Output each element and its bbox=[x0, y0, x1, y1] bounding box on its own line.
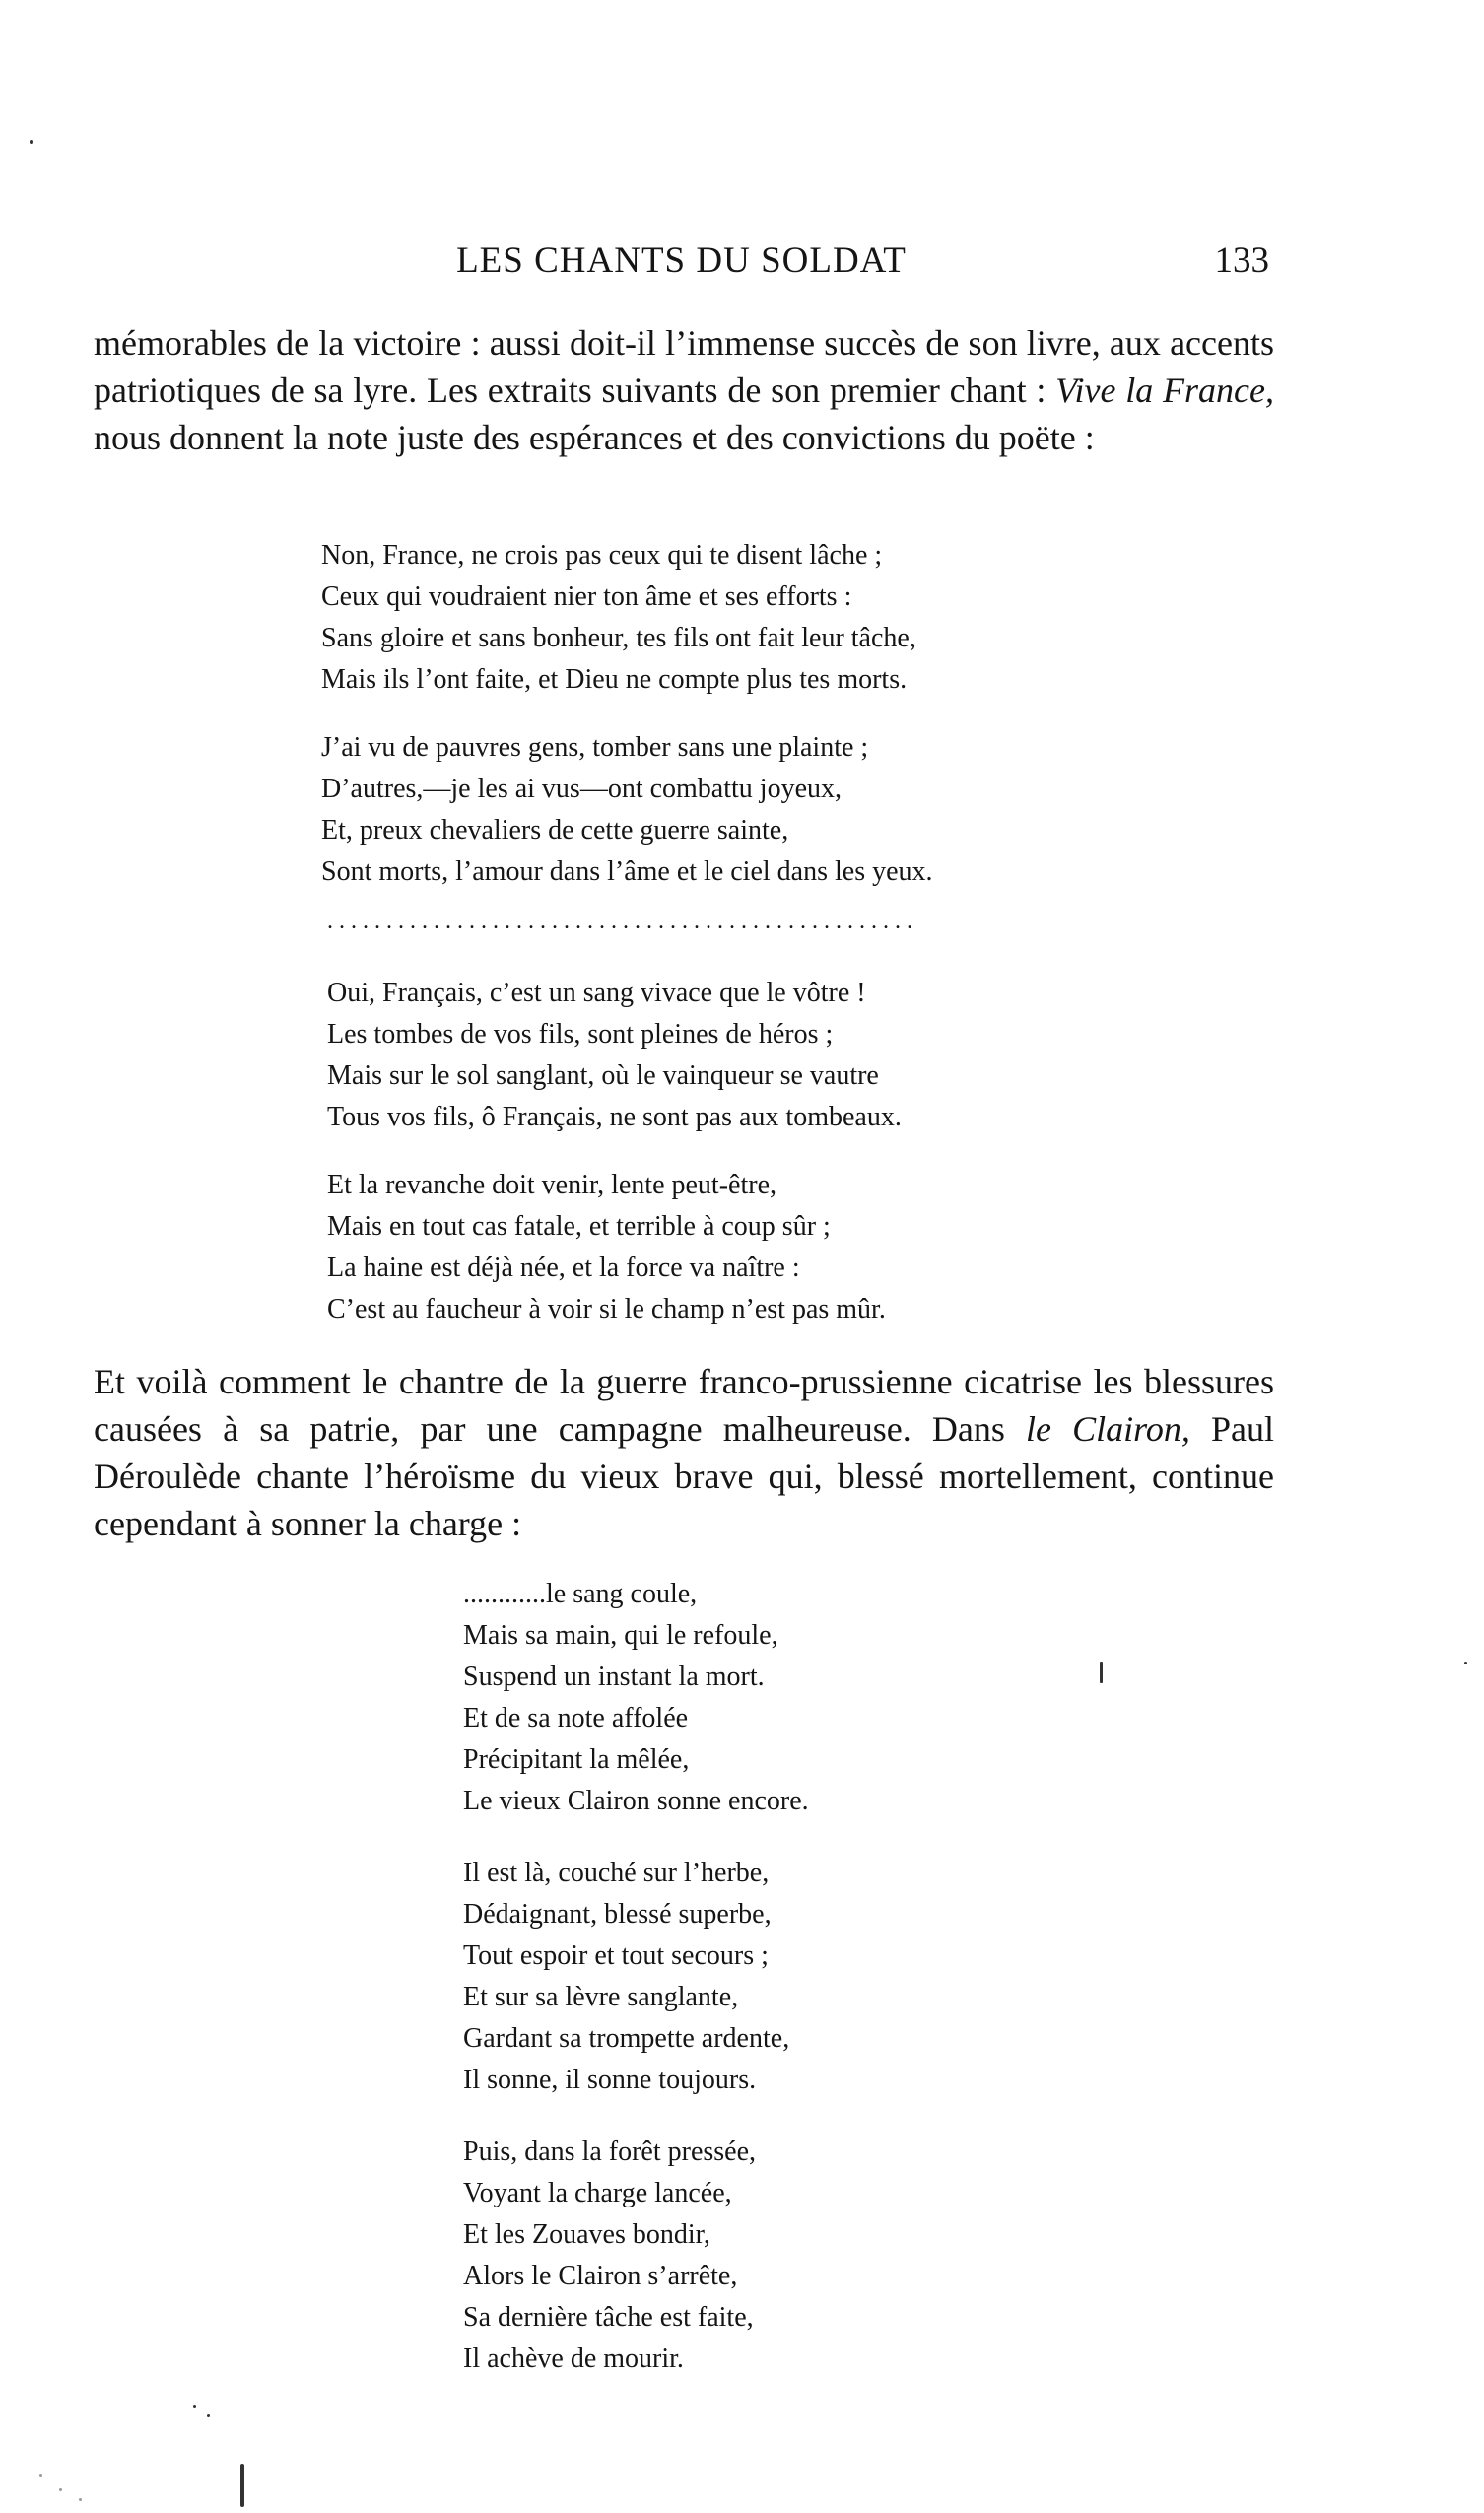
verse-line: Sa dernière tâche est faite, bbox=[463, 2302, 754, 2333]
verse-line: Et, preux chevaliers de cette guerre sainte, bbox=[321, 815, 789, 846]
verse-line: Et sur sa lèvre sanglante, bbox=[463, 1982, 739, 2012]
verse-line: Mais ils l’ont faite, et Dieu ne compte plus tes morts. bbox=[321, 664, 908, 695]
verse-line: Le vieux Clairon sonne encore. bbox=[463, 1786, 809, 1816]
paragraph-text: Paul Déroulède chante l’héroïsme du vieux brave qui, blessé mortellement, continue cependant à sonner la charge : bbox=[94, 1409, 1274, 1543]
scan-speck bbox=[59, 2488, 62, 2491]
verse-line: Tous vos fils, ô Français, ne sont pas aux tombeaux. bbox=[327, 1102, 902, 1132]
verse-line: J’ai vu de pauvres gens, tomber sans une plainte ; bbox=[321, 732, 869, 763]
scan-speck bbox=[1464, 1662, 1467, 1664]
verse-line: Oui, Français, c’est un sang vivace que le vôtre ! bbox=[327, 978, 866, 1008]
stanza bbox=[327, 1165, 886, 1330]
stanza bbox=[463, 1853, 789, 2101]
ellipsis-separator: .................................................. bbox=[327, 909, 918, 934]
verse-line: Tout espoir et tout secours ; bbox=[463, 1940, 769, 1971]
verse-line: Dédaignant, blessé superbe, bbox=[463, 1899, 772, 1930]
verse-line: Mais en tout cas fatale, et terrible à coup sûr ; bbox=[327, 1211, 831, 1242]
scan-speck bbox=[39, 2474, 42, 2477]
verse-line: La haine est déjà née, et la force va naître : bbox=[327, 1253, 800, 1283]
verse-line: Mais sur le sol sanglant, où le vainqueur se vautre bbox=[327, 1060, 879, 1091]
verse-line: Ceux qui voudraient nier ton âme et ses efforts : bbox=[321, 581, 852, 612]
verse-line: Les tombes de vos fils, sont pleines de héros ; bbox=[327, 1019, 834, 1050]
verse-line: Puis, dans la forêt pressée, bbox=[463, 2137, 757, 2167]
verse-line: Il est là, couché sur l’herbe, bbox=[463, 1858, 770, 1888]
scan-speck bbox=[193, 2405, 196, 2408]
scan-speck bbox=[1100, 1662, 1103, 1683]
paragraph-intro bbox=[94, 319, 1274, 461]
verse-line: Il sonne, il sonne toujours. bbox=[463, 2065, 757, 2095]
scan-speck bbox=[30, 140, 33, 144]
verse-line: Mais sa main, qui le refoule, bbox=[463, 1620, 778, 1651]
scan-speck bbox=[240, 2464, 244, 2507]
verse-line: Précipitant la mêlée, bbox=[463, 1744, 690, 1775]
verse-line: C’est au faucheur à voir si le champ n’est pas mûr. bbox=[327, 1294, 886, 1324]
running-head bbox=[94, 238, 1269, 284]
paragraph-text: mémorables de la victoire : aussi doit-il l’immense succès de son livre, aux accents patriotiques de sa lyre. Les extraits suivants de son premier chant : bbox=[94, 323, 1274, 410]
verse-line: D’autres,—je les ai vus—ont combattu joyeux, bbox=[321, 774, 842, 804]
verse-line: Sont morts, l’amour dans l’âme et le ciel dans les yeux. bbox=[321, 856, 933, 887]
verse-line: Il achève de mourir. bbox=[463, 2343, 684, 2374]
paragraph-text: nous donnent la note juste des espérances et des convictions du poëte : bbox=[94, 418, 1095, 457]
stanza bbox=[463, 2132, 756, 2380]
verse-line: Et la revanche doit venir, lente peut-être, bbox=[327, 1170, 776, 1200]
verse-line: Gardant sa trompette ardente, bbox=[463, 2023, 790, 2054]
paragraph-clairon bbox=[94, 1358, 1274, 1547]
verse-line: Et de sa note affolée bbox=[463, 1703, 689, 1733]
verse-line: Et les Zouaves bondir, bbox=[463, 2219, 710, 2250]
poem-title-le-clairon: le Clairon, bbox=[1026, 1409, 1190, 1449]
poem-title-vive-la-france: Vive la France, bbox=[1055, 371, 1274, 410]
verse-line: Non, France, ne crois pas ceux qui te disent lâche ; bbox=[321, 540, 883, 571]
verse-line: ............le sang coule, bbox=[463, 1579, 698, 1609]
page-number: 133 bbox=[1214, 240, 1269, 281]
running-title: LES CHANTS DU SOLDAT bbox=[456, 240, 907, 281]
stanza bbox=[321, 535, 916, 701]
stanza bbox=[463, 1574, 809, 1822]
stanza bbox=[321, 727, 933, 893]
stanza bbox=[327, 973, 902, 1138]
verse-line: Sans gloire et sans bonheur, tes fils ont fait leur tâche, bbox=[321, 623, 916, 653]
scan-speck bbox=[79, 2498, 82, 2501]
verse-line: Voyant la charge lancée, bbox=[463, 2178, 732, 2208]
verse-line: Alors le Clairon s’arrête, bbox=[463, 2261, 738, 2291]
paragraph-text: Et voilà comment le chantre de la guerre franco-prussienne cicatrise les blessures causées à sa patrie, par une campagne malheureuse. Dans bbox=[94, 1362, 1274, 1449]
verse-line: Suspend un instant la mort. bbox=[463, 1662, 765, 1692]
scan-speck bbox=[207, 2414, 210, 2417]
